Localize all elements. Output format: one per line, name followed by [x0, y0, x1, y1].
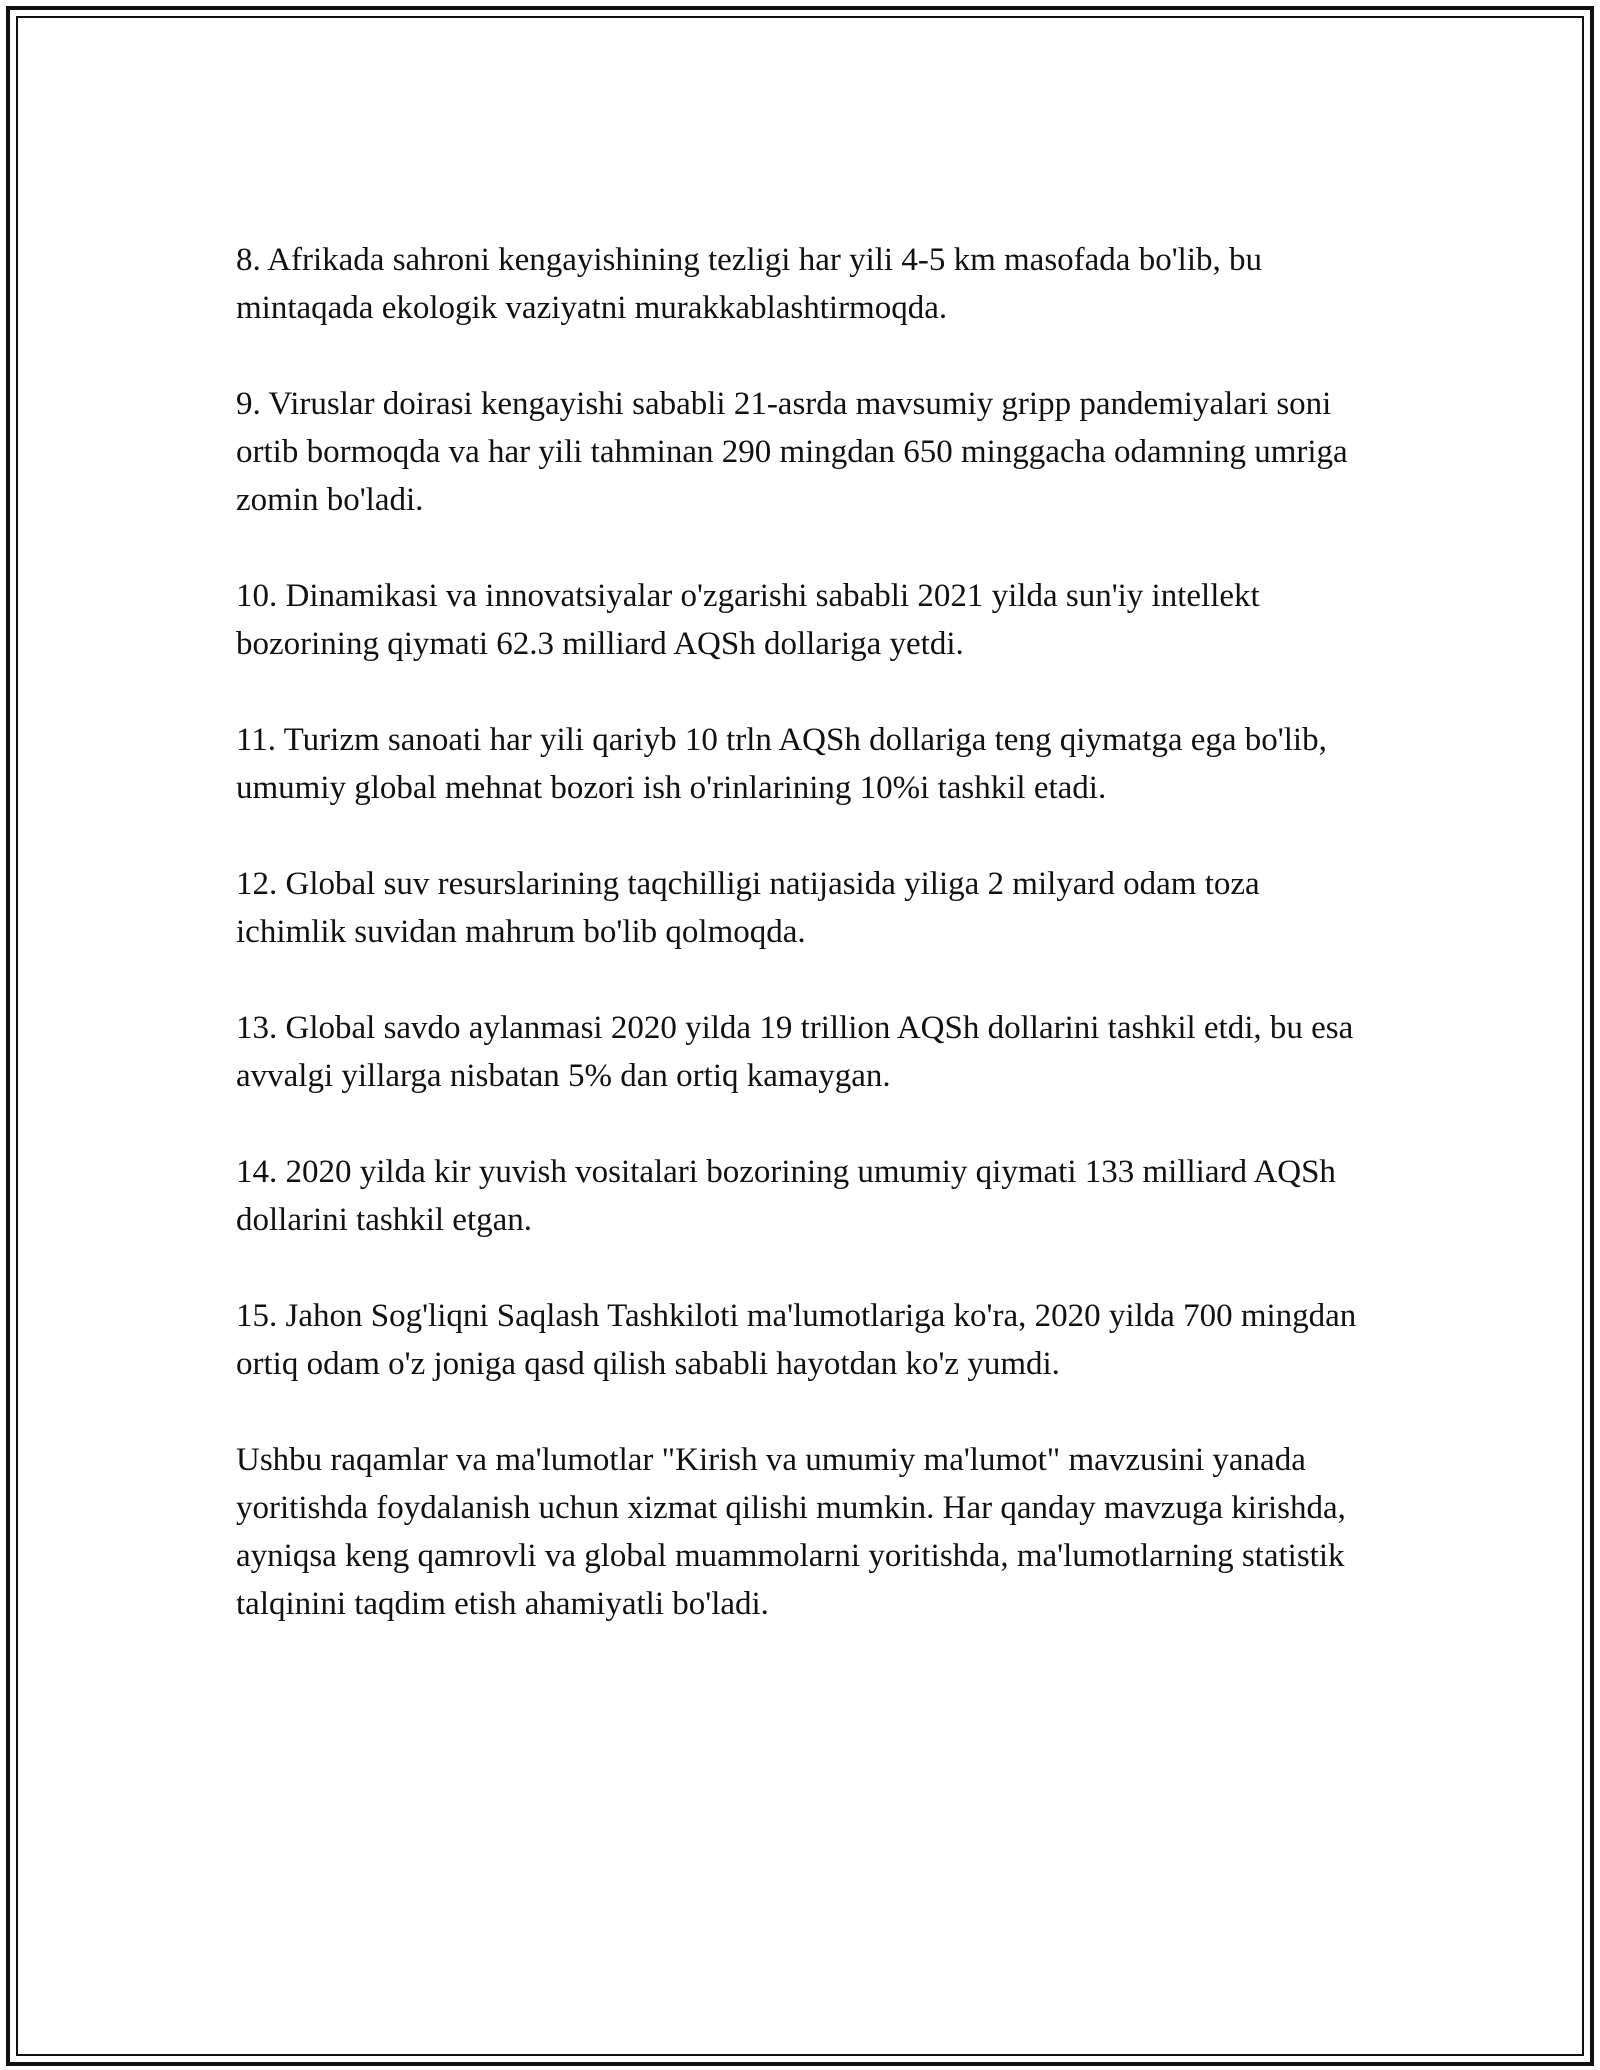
paragraph-conclusion: Ushbu raqamlar va ma'lumotlar "Kirish va umumiy ma'lumot" mavzusini yanada yoritishda foydalanish uchun xizmat qilishi mumkin. Har qanday mavzuga kirishda, ayniqsa keng qamrovli va global muammolarni yoritishda, ma'lumotlarning statistik talqinini taqdim etish ahamiyatli bo'ladi.: [236, 1442, 1346, 1622]
paragraph-item-15: 15. Jahon Sog'liqni Saqlash Tashkiloti ma'lumotlariga ko'ra, 2020 yilda 700 mingdan ortiq odam o'z joniga qasd qilish sababli hayotdan ko'z yumdi.: [236, 1298, 1357, 1382]
document-body: [236, 236, 1376, 1676]
paragraph-item-13: 13. Global savdo aylanmasi 2020 yilda 19 trillion AQSh dollarini tashkil etdi, bu esa avvalgi yillarga nisbatan 5% dan ortiq kamaygan.: [236, 1010, 1354, 1094]
paragraph-item-10: 10. Dinamikasi va innovatsiyalar o'zgarishi sababli 2021 yilda sun'iy intellekt bozorining qiymati 62.3 milliard AQSh dollariga yetdi.: [236, 578, 1260, 662]
paragraph-item-11: 11. Turizm sanoati har yili qariyb 10 trln AQSh dollariga teng qiymatga ega bo'lib, umumiy global mehnat bozori ish o'rinlarining 10%i tashkil etadi.: [236, 722, 1327, 806]
paragraph-item-9: 9. Viruslar doirasi kengayishi sababli 21-asrda mavsumiy gripp pandemiyalari soni ortib bormoqda va har yili tahminan 290 mingdan 650 minggacha odamning umriga zomin bo'ladi.: [236, 386, 1348, 518]
paragraph-item-14: 14. 2020 yilda kir yuvish vositalari bozorining umumiy qiymati 133 milliard AQSh dollarini tashkil etgan.: [236, 1154, 1336, 1238]
paragraph-item-12: 12. Global suv resurslarining taqchilligi natijasida yiliga 2 milyard odam toza ichimlik suvidan mahrum bo'lib qolmoqda.: [236, 866, 1260, 950]
paragraph-item-8: 8. Afrikada sahroni kengayishining tezligi har yili 4-5 km masofada bo'lib, bu mintaqada ekologik vaziyatni murakkablashtirmoqda.: [236, 242, 1262, 326]
